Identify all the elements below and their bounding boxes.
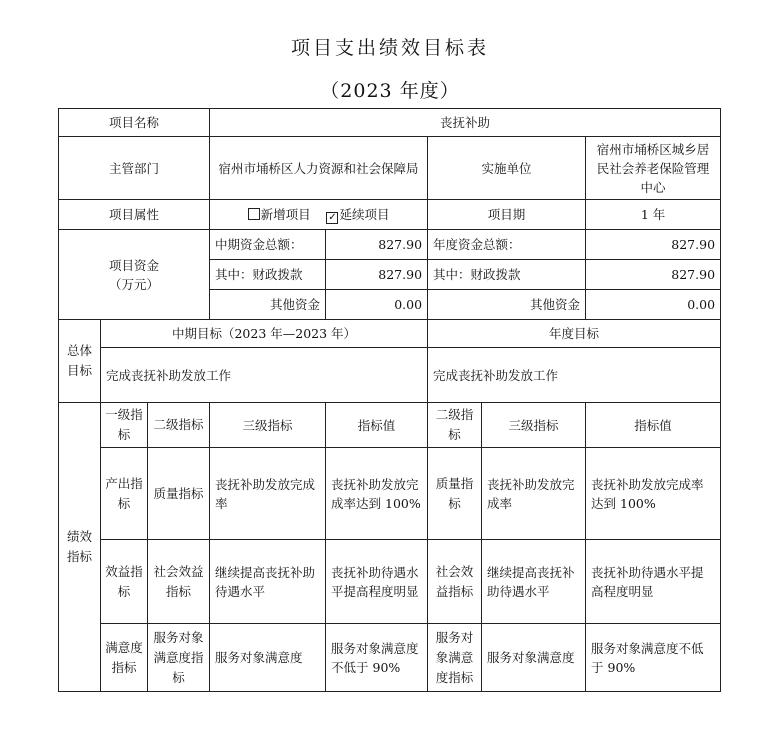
row-goal-content	[59, 348, 721, 403]
annual-level2-header: 二级指标	[428, 403, 482, 448]
mid-other-value: 0.00	[326, 290, 428, 320]
impl-unit-value: 宿州市埇桥区城乡居民社会养老保险管理中心	[586, 137, 721, 200]
funds-label-line2: （万元）	[109, 276, 160, 292]
row-indicator-headers	[59, 403, 721, 448]
project-period-value: 1 年	[586, 200, 721, 230]
year-fiscal-value: 827.90	[586, 260, 721, 290]
impl-unit-label: 实施单位	[428, 137, 586, 200]
new-project-checkbox[interactable]	[248, 208, 260, 220]
indicator-mid-value: 丧抚补助发放完成率达到 100%	[326, 448, 428, 540]
indicator-annual-level2: 服务对象满意度指标	[428, 624, 482, 692]
funds-label-line1: 项目资金	[109, 257, 160, 273]
mid-fiscal-value: 827.90	[326, 260, 428, 290]
competent-dept-label: 主管部门	[59, 137, 210, 200]
indicator-annual-value: 丧抚补助待遇水平提高程度明显	[586, 540, 721, 624]
continued-project-checkbox[interactable]: ✓	[328, 212, 337, 223]
indicator-annual-level3: 服务对象满意度	[482, 624, 586, 692]
indicator-mid-level2: 服务对象满意度指标	[148, 624, 210, 692]
project-attr-options	[210, 200, 428, 230]
performance-goal-table	[58, 108, 721, 692]
mid-level3-header: 三级指标	[210, 403, 326, 448]
indicator-mid-level2: 质量指标	[148, 448, 210, 540]
year-other-label: 其他资金	[428, 290, 586, 320]
mid-other-label: 其他资金	[210, 290, 326, 320]
mid-total-value: 827.90	[326, 230, 428, 260]
continued-project-label: 延续项目	[339, 207, 390, 222]
level1-header: 一级指标	[101, 403, 148, 448]
indicator-mid-level2: 社会效益指标	[148, 540, 210, 624]
indicator-annual-level3: 继续提高丧抚补助待遇水平	[482, 540, 586, 624]
mid-total-label: 中期资金总额：	[210, 230, 326, 260]
indicator-annual-value: 丧抚补助发放完成率达到 100%	[586, 448, 721, 540]
mid-goal-header: 中期目标（2023 年—2023 年）	[101, 320, 428, 348]
indicator-mid-level3: 丧抚补助发放完成率	[210, 448, 326, 540]
year-total-label: 年度资金总额：	[428, 230, 586, 260]
perf-indicators-label: 绩效指标	[59, 403, 101, 692]
page-subtitle: （2023 年度）	[320, 80, 460, 102]
indicator-annual-level2: 社会效益指标	[428, 540, 482, 624]
row-project-name	[59, 109, 721, 137]
funds-label	[59, 230, 210, 320]
project-name-value: 丧抚补助	[210, 109, 721, 137]
overall-goal-label: 总体目标	[59, 320, 101, 403]
project-name-label: 项目名称	[59, 109, 210, 137]
new-project-label: 新增项目	[260, 207, 311, 222]
project-period-label: 项目期	[428, 200, 586, 230]
page-title: 项目支出绩效目标表	[290, 37, 489, 59]
indicator-mid-level3: 服务对象满意度	[210, 624, 326, 692]
row-departments	[59, 137, 721, 200]
annual-goal-content: 完成丧抚补助发放工作	[428, 348, 721, 403]
year-total-value: 827.90	[586, 230, 721, 260]
year-other-value: 0.00	[586, 290, 721, 320]
row-goal-headers	[59, 320, 721, 348]
indicator-annual-value: 服务对象满意度不低于 90%	[586, 624, 721, 692]
annual-value-header: 指标值	[586, 403, 721, 448]
indicator-mid-level3: 继续提高丧抚补助待遇水平	[210, 540, 326, 624]
indicator-annual-level3: 丧抚补助发放完成率	[482, 448, 586, 540]
indicator-mid-value: 丧抚补助待遇水平提高程度明显	[326, 540, 428, 624]
table-row	[59, 624, 721, 692]
table-row	[59, 540, 721, 624]
table-row	[59, 448, 721, 540]
year-fiscal-label: 其中：财政拨款	[428, 260, 586, 290]
annual-level3-header: 三级指标	[482, 403, 586, 448]
project-attr-label: 项目属性	[59, 200, 210, 230]
indicator-level1: 效益指标	[101, 540, 148, 624]
annual-goal-header: 年度目标	[428, 320, 721, 348]
mid-level2-header: 二级指标	[148, 403, 210, 448]
indicator-level1: 产出指标	[101, 448, 148, 540]
mid-goal-content: 完成丧抚补助发放工作	[101, 348, 428, 403]
row-project-attr	[59, 200, 721, 230]
mid-value-header: 指标值	[326, 403, 428, 448]
mid-fiscal-label: 其中：财政拨款	[210, 260, 326, 290]
row-funds-total	[59, 230, 721, 260]
indicator-annual-level2: 质量指标	[428, 448, 482, 540]
indicator-level1: 满意度指标	[101, 624, 148, 692]
indicator-mid-value: 服务对象满意度不低于 90%	[326, 624, 428, 692]
competent-dept-value: 宿州市埇桥区人力资源和社会保障局	[210, 137, 428, 200]
